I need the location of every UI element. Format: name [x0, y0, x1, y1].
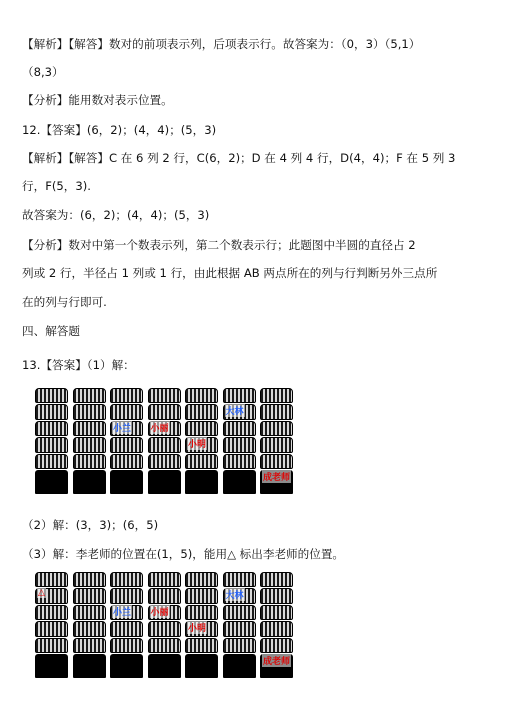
seat — [35, 572, 68, 587]
seat — [35, 404, 68, 419]
seat — [223, 572, 256, 587]
seat — [185, 470, 218, 494]
seat — [260, 588, 293, 603]
seat — [148, 404, 181, 419]
seat — [148, 638, 181, 653]
seat — [260, 421, 293, 436]
seat — [35, 421, 68, 436]
seat — [223, 404, 256, 419]
seat — [148, 605, 181, 620]
seat-chart-1 — [35, 388, 298, 486]
line-9: 列或 2 行，半径占 1 列或 1 行，由此根据 AB 两点所在的列与行判断另外三点所 — [22, 266, 438, 280]
seat-name-label: △ — [38, 588, 45, 599]
seat — [223, 437, 256, 452]
seat — [148, 621, 181, 636]
seat — [148, 421, 181, 436]
seat — [110, 572, 143, 587]
seat — [110, 454, 143, 469]
seat — [223, 421, 256, 436]
seat — [185, 572, 218, 587]
seat — [73, 605, 106, 620]
line-11: 四、解答题 — [22, 324, 80, 338]
seat — [260, 638, 293, 653]
line-5: 【解析】【解答】C 在 6 列 2 行，C(6，2)；D 在 4 列 4 行，D(4，4)；F 在 5 列 3 — [22, 151, 456, 165]
seat — [110, 437, 143, 452]
seat — [110, 638, 143, 653]
line-1: 【解析】【解答】数对的前项表示列，后项表示行。故答案为：（0，3）（5,1） — [22, 37, 421, 51]
seat — [148, 437, 181, 452]
seat-name-label: 大林 — [225, 404, 245, 417]
line-14: （3）解：李老师的位置在(1，5)，能用△ 标出李老师的位置。 — [22, 547, 345, 561]
seat — [148, 470, 181, 494]
seat — [223, 654, 256, 678]
line-4: 12.【答案】(6，2)；(4，4)；(5，3) — [22, 123, 217, 137]
line-10: 在的列与行即可. — [22, 295, 107, 309]
seat — [185, 638, 218, 653]
seat — [110, 588, 143, 603]
seat — [110, 605, 143, 620]
seat — [260, 388, 293, 403]
seat — [73, 454, 106, 469]
line-3: 【分析】能用数对表示位置。 — [22, 93, 173, 107]
seat — [260, 621, 293, 636]
seat — [260, 605, 293, 620]
seat — [35, 388, 68, 403]
seat-name-label: 成老师 — [262, 470, 291, 483]
seat — [185, 404, 218, 419]
seat-chart-2 — [35, 572, 298, 670]
seat — [185, 421, 218, 436]
seat — [223, 454, 256, 469]
seat — [148, 654, 181, 678]
seat — [185, 454, 218, 469]
line-6: 行，F(5，3). — [22, 179, 91, 193]
seat-name-label: 小丽 — [150, 421, 170, 434]
seat — [110, 404, 143, 419]
seat — [110, 470, 143, 494]
seat — [223, 605, 256, 620]
seat — [73, 588, 106, 603]
seat-name-label: 小兰 — [112, 421, 132, 434]
seat — [185, 605, 218, 620]
seat-name-label: 成老师 — [262, 654, 291, 667]
seat — [110, 654, 143, 678]
seat — [185, 654, 218, 678]
seat-name-label: 小丽 — [150, 605, 170, 618]
seat — [110, 388, 143, 403]
seat — [73, 421, 106, 436]
seat — [185, 437, 218, 452]
seat — [73, 404, 106, 419]
line-7: 故答案为：(6，2)；(4，4)；(5，3) — [22, 208, 210, 222]
seat-name-label: 小兰 — [112, 605, 132, 618]
seat — [185, 588, 218, 603]
line-2: （8,3） — [22, 65, 64, 79]
seat — [223, 621, 256, 636]
seat — [148, 454, 181, 469]
seat — [110, 621, 143, 636]
seat — [223, 470, 256, 494]
seat — [185, 388, 218, 403]
seat — [73, 470, 106, 494]
seat — [35, 638, 68, 653]
seat — [110, 421, 143, 436]
seat — [223, 638, 256, 653]
seat — [35, 588, 68, 603]
seat — [260, 654, 293, 678]
seat — [73, 638, 106, 653]
seat — [260, 437, 293, 452]
seat — [35, 454, 68, 469]
line-13: （2）解：(3，3)；(6，5) — [22, 518, 159, 532]
seat — [148, 588, 181, 603]
seat — [260, 454, 293, 469]
seat — [35, 437, 68, 452]
seat — [35, 654, 68, 678]
seat — [148, 388, 181, 403]
seat — [260, 470, 293, 494]
seat — [73, 621, 106, 636]
seat — [35, 621, 68, 636]
seat — [223, 588, 256, 603]
seat-name-label: 小明 — [187, 621, 207, 634]
seat — [73, 572, 106, 587]
seat — [35, 470, 68, 494]
seat — [260, 572, 293, 587]
seat — [185, 621, 218, 636]
seat-name-label: 大林 — [225, 588, 245, 601]
seat — [73, 437, 106, 452]
line-12: 13.【答案】（1）解： — [22, 358, 135, 372]
seat — [223, 388, 256, 403]
seat — [148, 572, 181, 587]
seat — [35, 605, 68, 620]
seat — [73, 388, 106, 403]
seat — [73, 654, 106, 678]
line-8: 【分析】数对中第一个数表示列，第二个数表示行；此题图中半圆的直径占 2 — [22, 238, 416, 252]
seat-name-label: 小明 — [187, 437, 207, 450]
seat — [260, 404, 293, 419]
